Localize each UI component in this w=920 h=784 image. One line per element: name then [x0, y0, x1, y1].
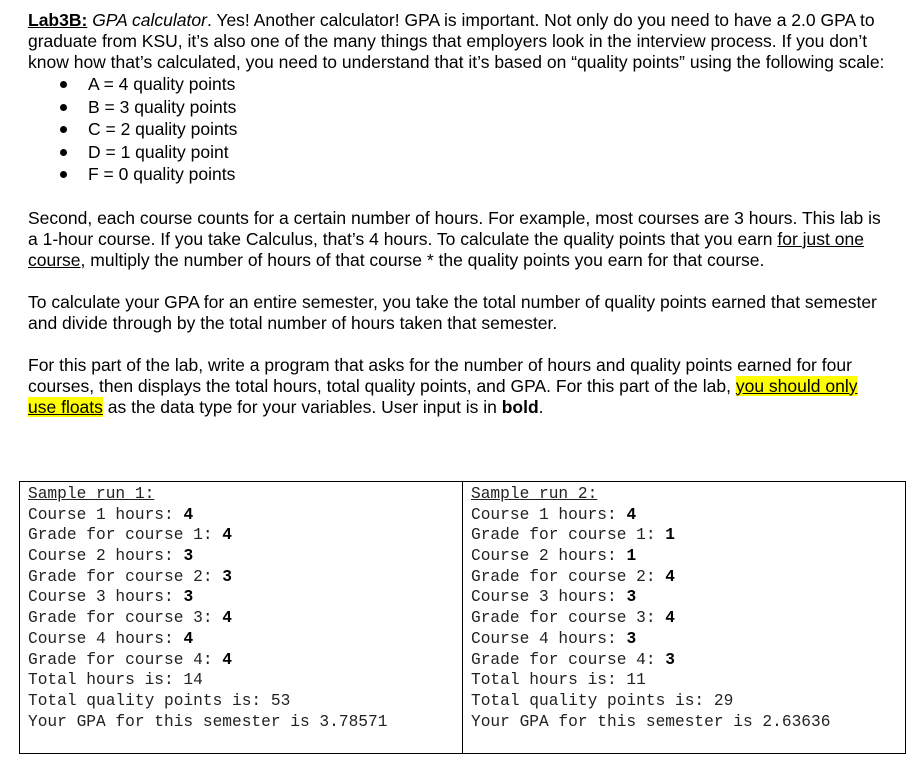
user-input: 4 — [626, 505, 637, 524]
sample-output-line — [28, 505, 462, 526]
bullet-icon — [60, 104, 67, 111]
sample-output-line — [28, 546, 462, 567]
intro-paragraph — [28, 10, 888, 73]
bullet-icon — [60, 171, 67, 178]
output-text: Grade for course 2: — [28, 567, 223, 586]
output-text: Course 4 hours: — [28, 629, 184, 648]
output-text: Course 4 hours: — [471, 629, 627, 648]
output-text: Course 3 hours: — [28, 588, 184, 607]
scale-item: A = 4 quality points — [28, 73, 888, 96]
sample-run-2 — [463, 482, 906, 754]
sample-output-line — [471, 505, 905, 526]
user-input: 1 — [665, 526, 676, 545]
sample-output-line — [28, 587, 462, 608]
output-text: Grade for course 4: — [28, 650, 223, 669]
highlighted-phrase: you should only use floats — [28, 375, 858, 417]
bold-word: bold — [501, 396, 539, 417]
user-input: 4 — [222, 650, 233, 669]
document-body — [28, 10, 888, 418]
scale-item: C = 2 quality points — [28, 118, 888, 141]
intro-text: . Yes! Another calculator! GPA is important. Not only do you need to have a 2.0 GPA to graduate from KSU, it’s also one of the many things that employers look in the interview process. If you don’t know how that’s calculated, you need to understand that it’s based on “quality points” using the following scale: — [28, 10, 885, 72]
semester-gpa-paragraph: To calculate your GPA for an entire semester, you take the total number of quality points earned that semester and divide through by the total number of hours taken that semester. — [28, 291, 877, 333]
sample-output-line — [28, 525, 462, 546]
sample-output-line — [471, 691, 905, 712]
sample-output-line — [471, 650, 905, 671]
sample-output-line — [28, 650, 462, 671]
quality-points-scale — [28, 73, 888, 186]
output-text: Total hours is: 14 — [28, 671, 203, 690]
scale-item: D = 1 quality point — [28, 141, 888, 164]
output-text: Course 2 hours: — [471, 547, 627, 566]
output-text: Course 3 hours: — [471, 588, 627, 607]
output-text: Total hours is: 11 — [471, 671, 646, 690]
output-text: Grade for course 3: — [28, 609, 223, 628]
lab-title: Lab3B: — [28, 10, 88, 30]
scale-item: F = 0 quality points — [28, 163, 888, 186]
output-text: Total quality points is: 29 — [471, 691, 734, 710]
sample-runs-table — [19, 481, 906, 754]
sample-output-line — [471, 712, 905, 733]
user-input: 4 — [183, 629, 194, 648]
user-input: 3 — [626, 588, 637, 607]
output-text: Course 1 hours: — [28, 505, 184, 524]
sample-output-line — [471, 525, 905, 546]
user-input: 3 — [222, 567, 233, 586]
bullet-icon — [60, 126, 67, 133]
user-input: 4 — [183, 505, 194, 524]
hours-paragraph: Second, each course counts for a certain number of hours. For example, most courses are 3 hours. This lab is a 1-hour course. If you take Calculus, that’s 4 hours. To calculate the quality points that you earn for just one course, multiply the number of hours of that course * the quality points you earn for that course. — [28, 207, 881, 270]
sample-output-line — [471, 608, 905, 629]
output-text: Grade for course 3: — [471, 609, 666, 628]
user-input: 3 — [626, 629, 637, 648]
sample-output-line — [28, 712, 462, 733]
output-text: Course 1 hours: — [471, 505, 627, 524]
sample-output-line — [28, 691, 462, 712]
sample-output-line — [471, 546, 905, 567]
task-paragraph: For this part of the lab, write a program that asks for the number of hours and quality points earned for four courses, then displays the total hours, total quality points, and GPA. For this part of the lab, you should only use floats as the data type for your variables. User input is in bold. — [28, 354, 858, 417]
output-text: Grade for course 1: — [471, 526, 666, 545]
output-text: Grade for course 4: — [471, 650, 666, 669]
user-input: 1 — [626, 547, 637, 566]
lab-name: GPA calculator — [92, 10, 207, 30]
output-text: Grade for course 2: — [471, 567, 666, 586]
user-input: 3 — [665, 650, 676, 669]
output-text: Total quality points is: 53 — [28, 691, 291, 710]
sample-output-line — [28, 608, 462, 629]
user-input: 4 — [222, 609, 233, 628]
sample-run-1 — [20, 482, 463, 754]
user-input: 3 — [183, 588, 194, 607]
sample-output-line — [28, 670, 462, 691]
user-input: 4 — [222, 526, 233, 545]
user-input: 4 — [665, 609, 676, 628]
underlined-phrase: for just one course — [28, 228, 864, 270]
sample-output-line — [471, 587, 905, 608]
user-input: 4 — [665, 567, 676, 586]
bullet-icon — [60, 81, 67, 88]
sample-output-line — [28, 567, 462, 588]
output-text: Your GPA for this semester is 2.63636 — [471, 712, 831, 731]
sample-output-line — [471, 629, 905, 650]
sample-run-title: Sample run 2: — [471, 485, 598, 503]
scale-item: B = 3 quality points — [28, 96, 888, 119]
output-text: Grade for course 1: — [28, 526, 223, 545]
user-input: 3 — [183, 547, 194, 566]
bullet-icon — [60, 149, 67, 156]
sample-output-line — [28, 629, 462, 650]
output-text: Your GPA for this semester is 3.78571 — [28, 712, 388, 731]
sample-run-title: Sample run 1: — [28, 485, 155, 503]
output-text: Course 2 hours: — [28, 547, 184, 566]
sample-output-line — [471, 670, 905, 691]
sample-output-line — [471, 567, 905, 588]
